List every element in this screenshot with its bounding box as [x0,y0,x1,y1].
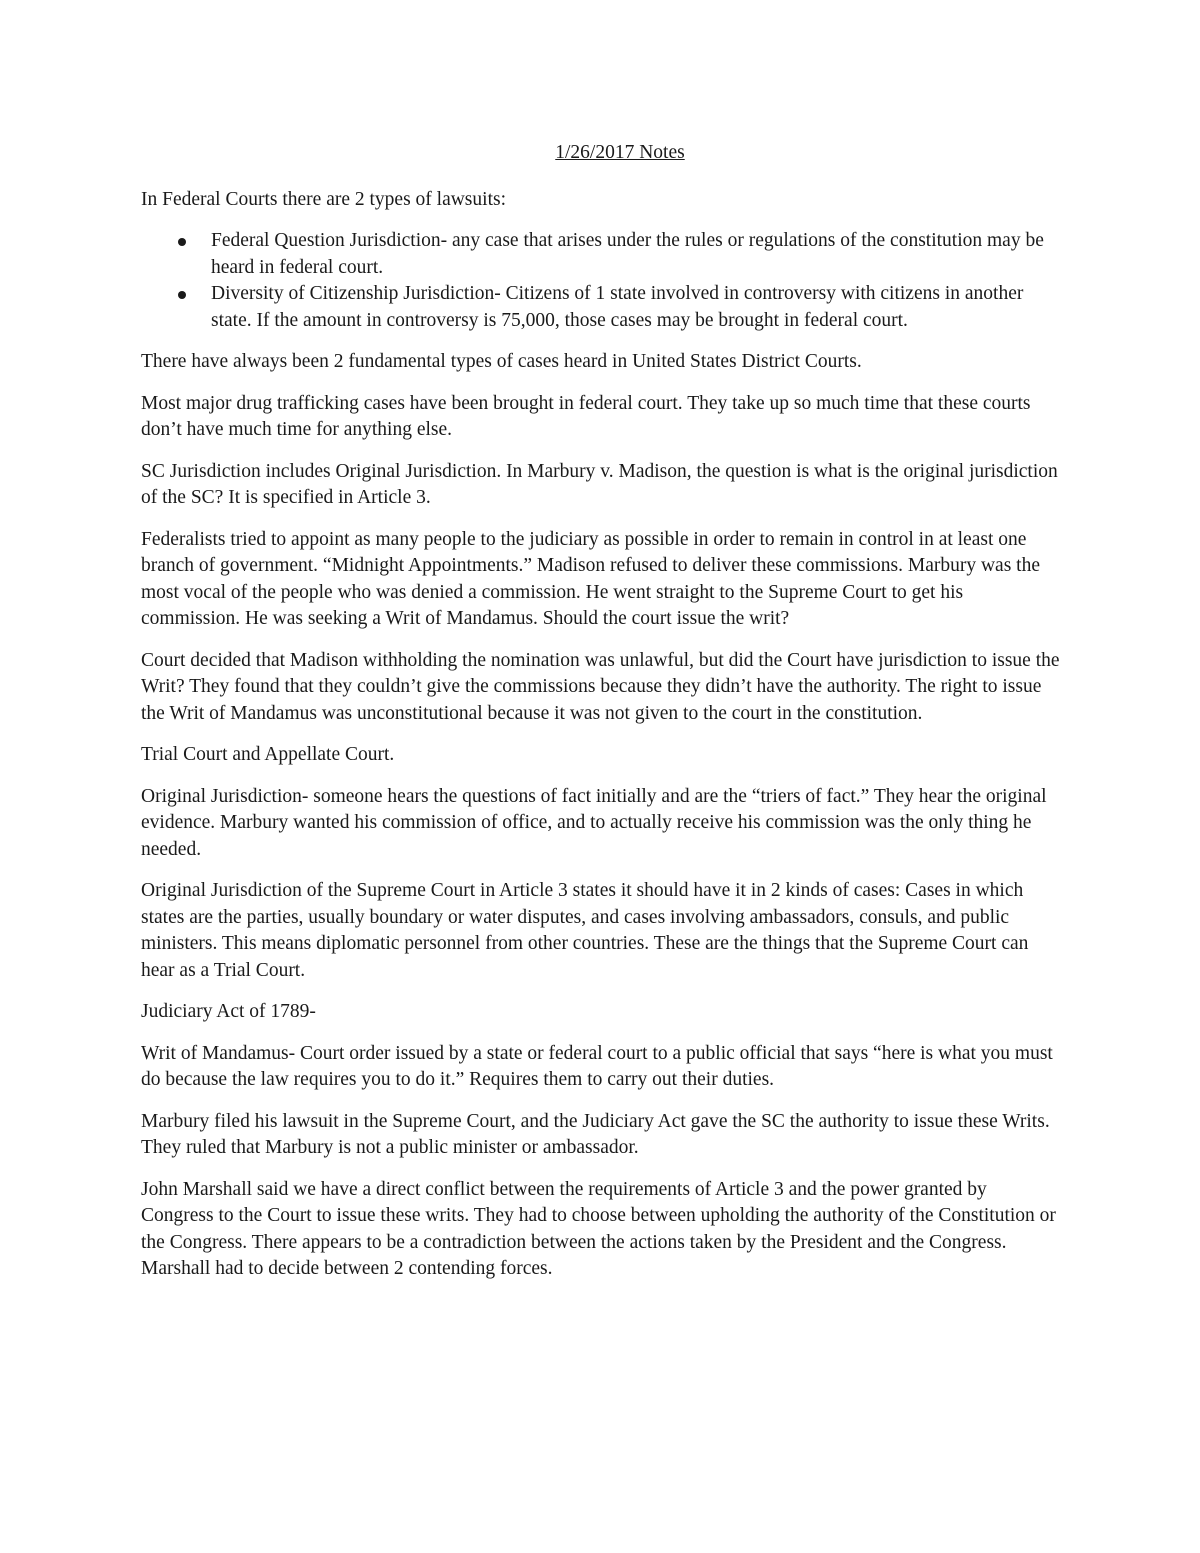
paragraph: Court decided that Madison withholding the nomination was unlawful, but did the Court have jurisdiction to issue the Writ? They found that they couldn’t give the commissions because they didn’t have the authority. The right to issue the Writ of Mandamus was unconstitutional because it was not given to the court in the constitution. [141,649,1060,724]
paragraph: Judiciary Act of 1789- [141,1001,316,1022]
page-title: 1/26/2017 Notes [555,142,685,163]
paragraph: John Marshall said we have a direct conflict between the requirements of Article 3 and the power granted by Congress to the Court to issue these writs. They had to choose between upholding the authority of the Constitution or the Congress. There appears to be a contradiction between the actions taken by the President and the Congress. Marshall had to decide between 2 contending forces. [141,1178,1056,1279]
list-item [141,281,1061,334]
list-item [141,228,1061,281]
list-item-text: Diversity of Citizenship Jurisdiction- Citizens of 1 state involved in controversy with citizens in another state. If the amount in controversy is 75,000, those cases may be brought in federal court. [211,283,1024,331]
paragraph: Original Jurisdiction- someone hears the questions of fact initially and are the “triers of fact.” They hear the original evidence. Marbury wanted his commission of office, and to actually receive his commission was the only thing he needed. [141,785,1047,860]
list-item-text: Federal Question Jurisdiction- any case that arises under the rules or regulations of the constitution may be heard in federal court. [211,230,1044,278]
paragraph: Trial Court and Appellate Court. [141,744,395,765]
paragraph: Federalists tried to appoint as many people to the judiciary as possible in order to remain in control in at least one branch of government. “Midnight Appointments.” Madison refused to deliver these commissions. Marbury was the most vocal of the people who was denied a commission. He went straight to the Supreme Court to get his commission. He was seeking a Writ of Mandamus. Should the court issue the writ? [141,528,1040,629]
paragraph: Original Jurisdiction of the Supreme Court in Article 3 states it should have it in 2 kinds of cases: Cases in which states are the parties, usually boundary or water disputes, and cases involving ambassadors, consuls, and public ministers. This means diplomatic personnel from other countries. These are the things that the Supreme Court can hear as a Trial Court. [141,880,1029,981]
document-body [141,140,1061,1298]
paragraph: Writ of Mandamus- Court order issued by a state or federal court to a public official that says “here is what you must do because the law requires you to do it.” Requires them to carry out their duties. [141,1042,1053,1090]
bullet-icon [178,291,186,299]
bullet-icon [178,238,186,246]
paragraph: SC Jurisdiction includes Original Jurisdiction. In Marbury v. Madison, the question is what is the original jurisdiction of the SC? It is specified in Article 3. [141,460,1058,508]
intro-paragraph: In Federal Courts there are 2 types of lawsuits: [141,188,506,210]
paragraph: Most major drug trafficking cases have been brought in federal court. They take up so much time that these courts don’t have much time for anything else. [141,392,1031,440]
paragraph: Marbury filed his lawsuit in the Supreme Court, and the Judiciary Act gave the SC the authority to issue these Writs. They ruled that Marbury is not a public minister or ambassador. [141,1110,1050,1158]
paragraph: There have always been 2 fundamental types of cases heard in United States District Courts. [141,351,862,372]
bullet-list [141,228,1061,334]
